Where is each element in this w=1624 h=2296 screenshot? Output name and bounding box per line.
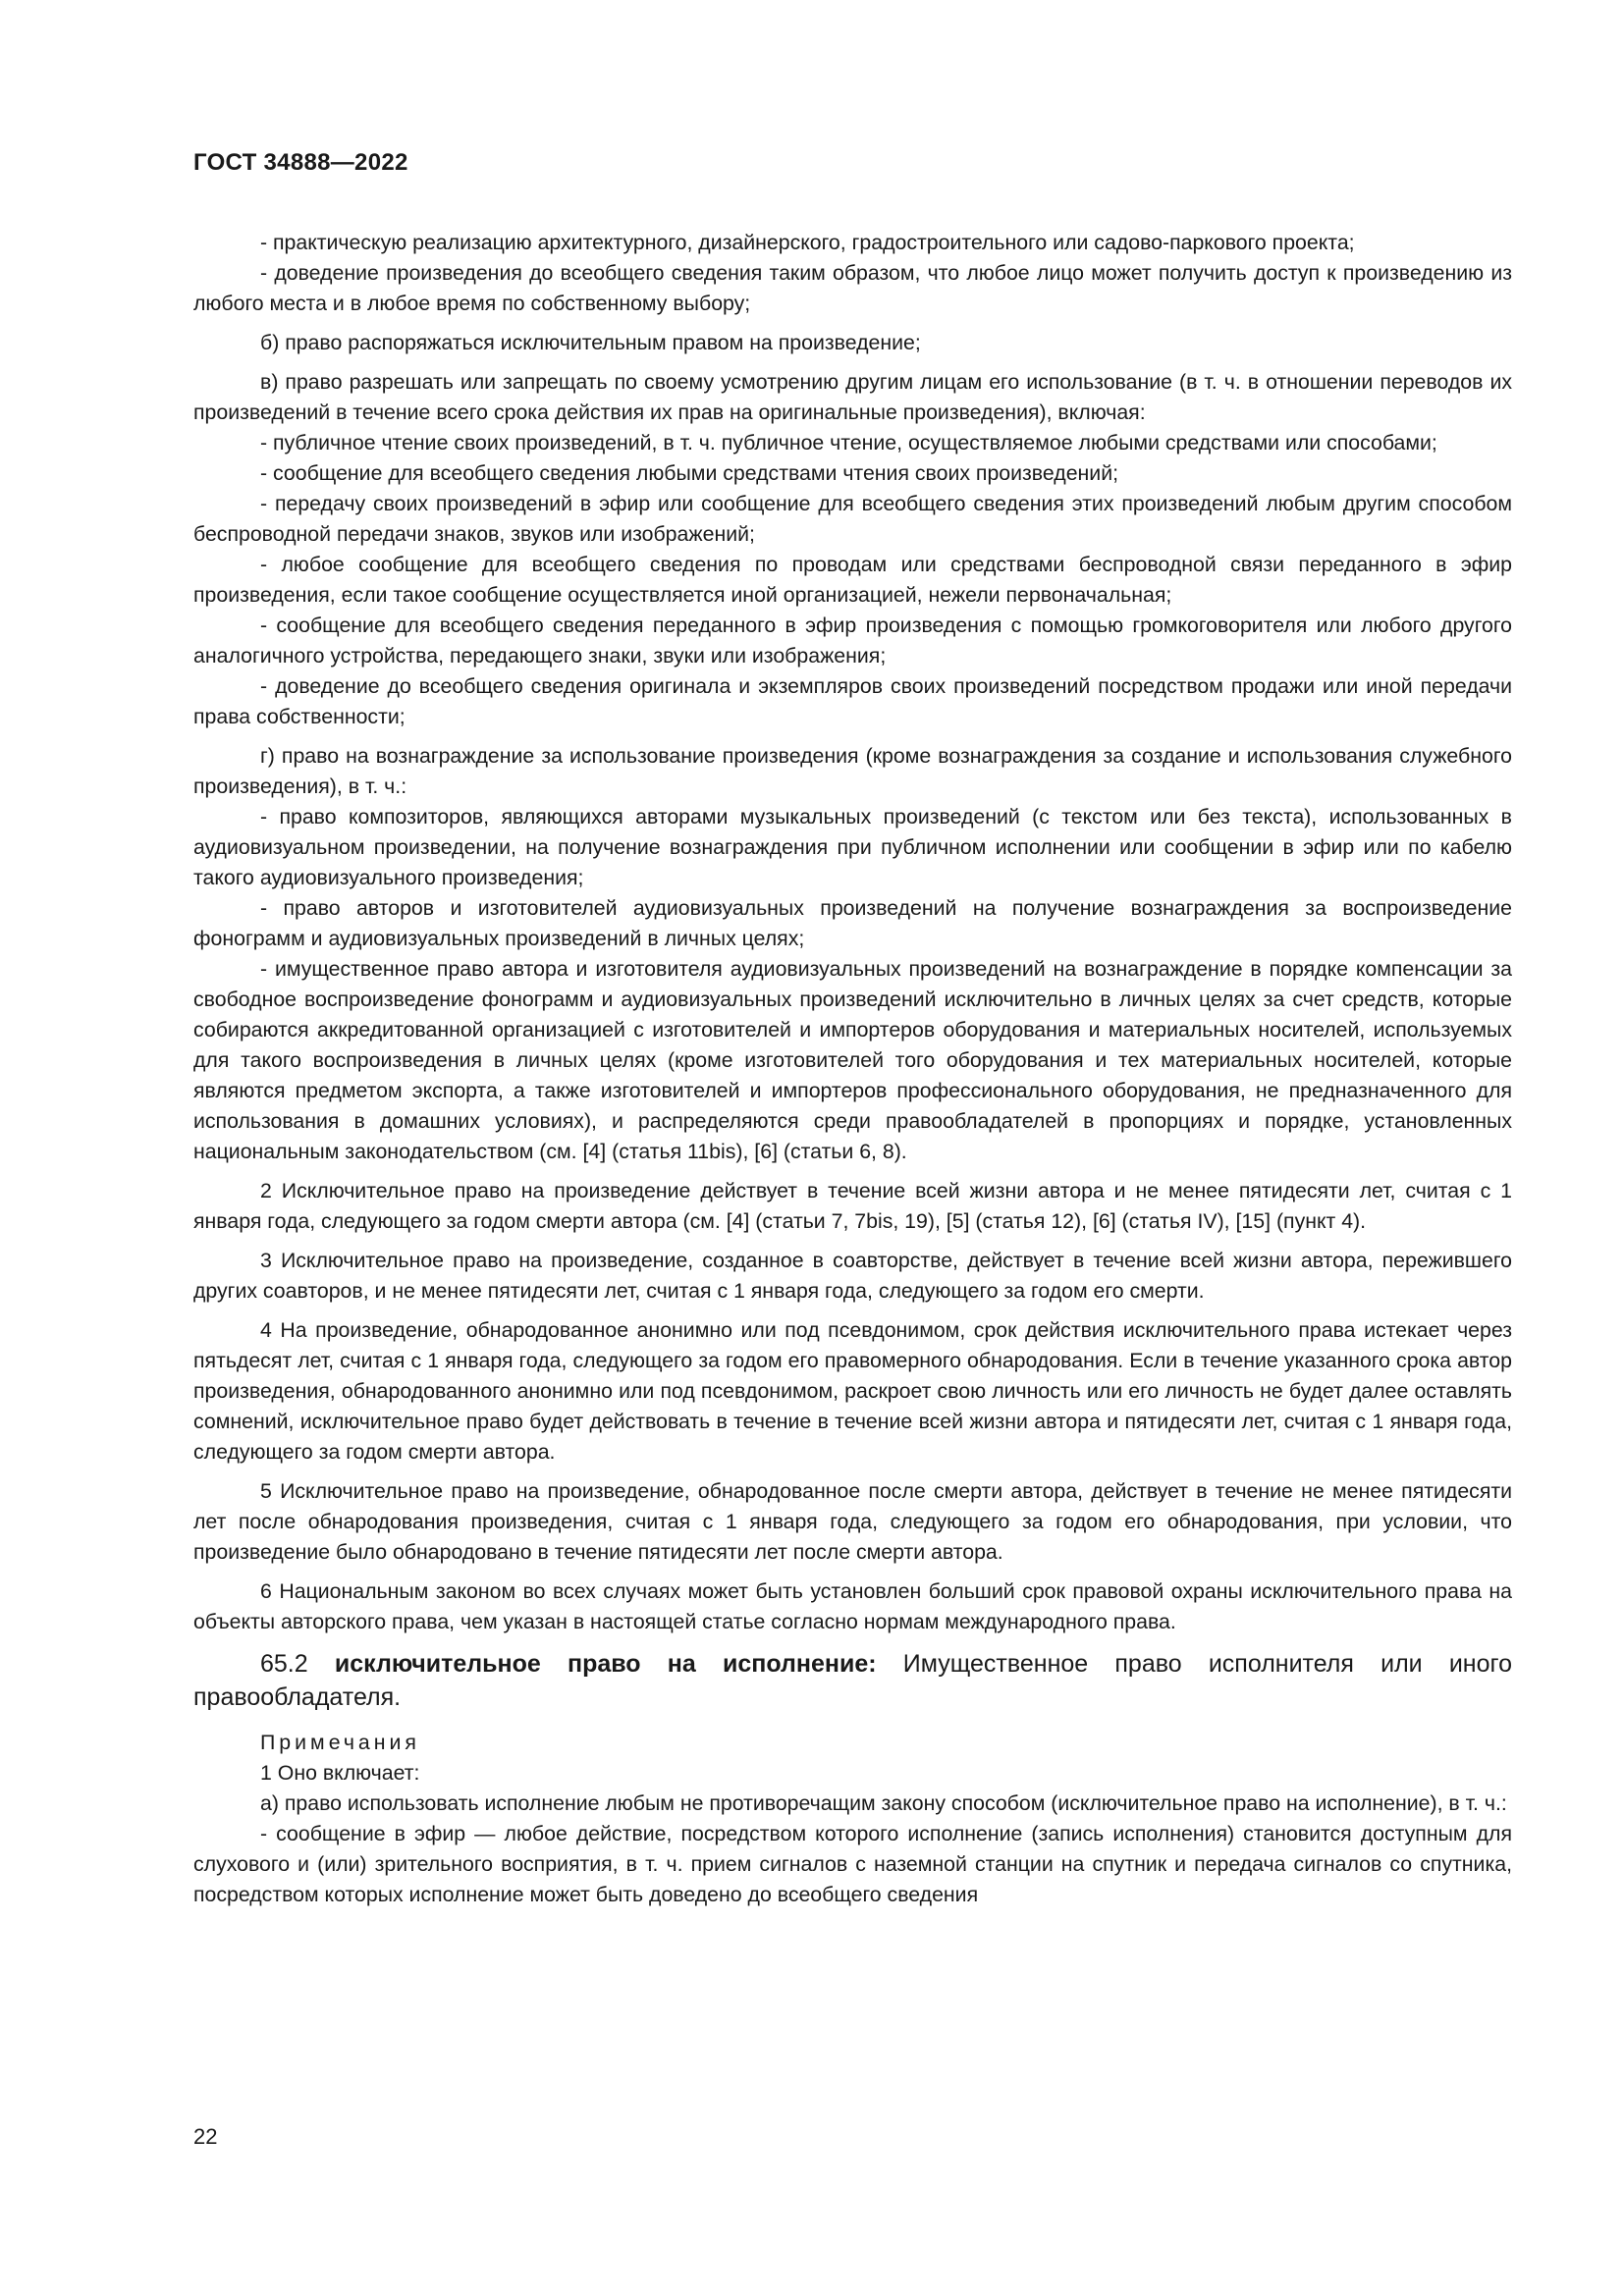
paragraph: 5 Исключительное право на произведение, обнародованное после смерти автора, действует в течение не менее пятидесяти лет после обнародования произведения, считая с 1 января года, следующего за годом его обнародования, при условии, что произведение было обнародовано в течение пятидесяти лет после смерти автора. bbox=[193, 1479, 1512, 1564]
paragraph: 6 Национальным законом во всех случаях может быть установлен больший срок правовой охраны исключительного права на объекты авторского права, чем указан в настоящей статье согласно нормам международного права. bbox=[193, 1579, 1512, 1633]
paragraph: 4 На произведение, обнародованное анонимно или под псевдонимом, срок действия исключительного права истекает через пятьдесят лет, считая с 1 января года, следующего за годом его правомерного обнародования. Если в течение указанного срока автор произведения, обнародованного анонимно или под псевдонимом, раскроет свою личность или его личность не будет далее оставлять сомнений, исключительное право будет действовать в течение в течение всей жизни автора и пятидесяти лет, считая с 1 января года, следующего за годом смерти автора. bbox=[193, 1318, 1512, 1464]
paragraph: - передачу своих произведений в эфир или сообщение для всеобщего сведения этих произведений любым другим способом беспроводной передачи знаков, звуков или изображений; bbox=[193, 492, 1512, 546]
note-item: 1 Оно включает: bbox=[260, 1761, 420, 1785]
paragraph: 3 Исключительное право на произведение, созданное в соавторстве, действует в течение всей жизни автора, пережившего других соавторов, и не менее пятидесяти лет, считая с 1 января года, следующего за годом его смерти. bbox=[193, 1249, 1512, 1303]
paragraph: в) право разрешать или запрещать по своему усмотрению другим лицам его использование (в т. ч. в отношении переводов их произведений в течение всего срока действия их прав на оригинальные произведения), включая: bbox=[193, 370, 1512, 424]
paragraph: - практическую реализацию архитектурного, дизайнерского, градостроительного или садово-паркового проекта; bbox=[260, 231, 1355, 254]
paragraph: - имущественное право автора и изготовителя аудиовизуальных произведений на вознаграждение в порядке компенсации за свободное воспроизведение фонограмм и аудиовизуальных произведений исключительно в личных целях за счет средств, которые собираются аккредитованной организацией с изготовителей и импортеров оборудования и материальных носителей, используемых для такого воспроизведения в личных целях (кроме изготовителей того оборудования и тех материальных носителей, которые являются предметом экспорта, а также изготовителей и импортеров профессионального оборудования, не предназначенного для использования в домашних условиях), и распределяются среди правообладателей в пропорциях и порядке, установленных национальным законодательством (см. [4] (статья 11bis), [6] (статьи 6, 8). bbox=[193, 957, 1512, 1163]
note-item: - сообщение в эфир — любое действие, посредством которого исполнение (запись исполнения) становится доступным для слухового и (или) зрительного восприятия, в т. ч. прием сигналов с наземной станции на спутник и передача сигналов со спутника, посредством которых исполнение может быть доведено до всеобщего сведения bbox=[193, 1822, 1512, 1906]
page-number: 22 bbox=[193, 2124, 218, 2149]
paragraph: - доведение до всеобщего сведения оригинала и экземпляров своих произведений посредством продажи или иной передачи права собственности; bbox=[193, 674, 1512, 728]
definition-term: исключительное право на исполнение: bbox=[334, 1650, 877, 1678]
paragraph: - право композиторов, являющихся авторами музыкальных произведений (с текстом или без текста), использованных в аудиовизуальном произведении, на получение вознаграждения при публичном исполнении или сообщении в эфир или по кабелю такого аудиовизуального произведения; bbox=[193, 805, 1512, 889]
definition-entry bbox=[193, 1647, 1512, 1714]
paragraph: - право авторов и изготовителей аудиовизуальных произведений на получение вознаграждения за воспроизведение фонограмм и аудиовизуальных произведений в личных целях; bbox=[193, 896, 1512, 950]
paragraph: 2 Исключительное право на произведение действует в течение всей жизни автора и не менее пятидесяти лет, считая с 1 января года, следующего за годом смерти автора (см. [4] (статьи 7, 7bis, 19), [5] (статья 12), [6] (статья IV), [15] (пункт 4). bbox=[193, 1179, 1512, 1233]
definition-text: Имущественное право исполнителя или иного правообладателя. bbox=[193, 1650, 1512, 1711]
paragraph: - сообщение для всеобщего сведения переданного в эфир произведения с помощью громкоговорителя или любого другого аналогичного устройства, передающего знаки, звуки или изображения; bbox=[193, 614, 1512, 667]
paragraph: - сообщение для всеобщего сведения любыми средствами чтения своих произведений; bbox=[260, 461, 1119, 485]
page-body bbox=[193, 228, 1512, 1910]
paragraph: - доведение произведения до всеобщего сведения таким образом, что любое лицо может получить доступ к произведению из любого места и в любое время по собственному выбору; bbox=[193, 261, 1512, 315]
paragraph: г) право на вознаграждение за использование произведения (кроме вознаграждения за создание и использования служебного произведения), в т. ч.: bbox=[193, 744, 1512, 798]
definition-number: 65.2 bbox=[260, 1650, 308, 1678]
standard-designation: ГОСТ 34888—2022 bbox=[193, 149, 408, 176]
paragraph: - публичное чтение своих произведений, в т. ч. публичное чтение, осуществляемое любыми средствами или способами; bbox=[260, 431, 1437, 454]
paragraph: - любое сообщение для всеобщего сведения по проводам или средствами беспроводной связи переданного в эфир произведения, если такое сообщение осуществляется иной организацией, нежели первоначальная; bbox=[193, 553, 1512, 607]
paragraph: б) право распоряжаться исключительным правом на произведение; bbox=[260, 331, 921, 354]
note-item: а) право использовать исполнение любым не противоречащим закону способом (исключительное право на исполнение), в т. ч.: bbox=[260, 1791, 1507, 1815]
notes-heading: Примечания bbox=[260, 1731, 420, 1754]
